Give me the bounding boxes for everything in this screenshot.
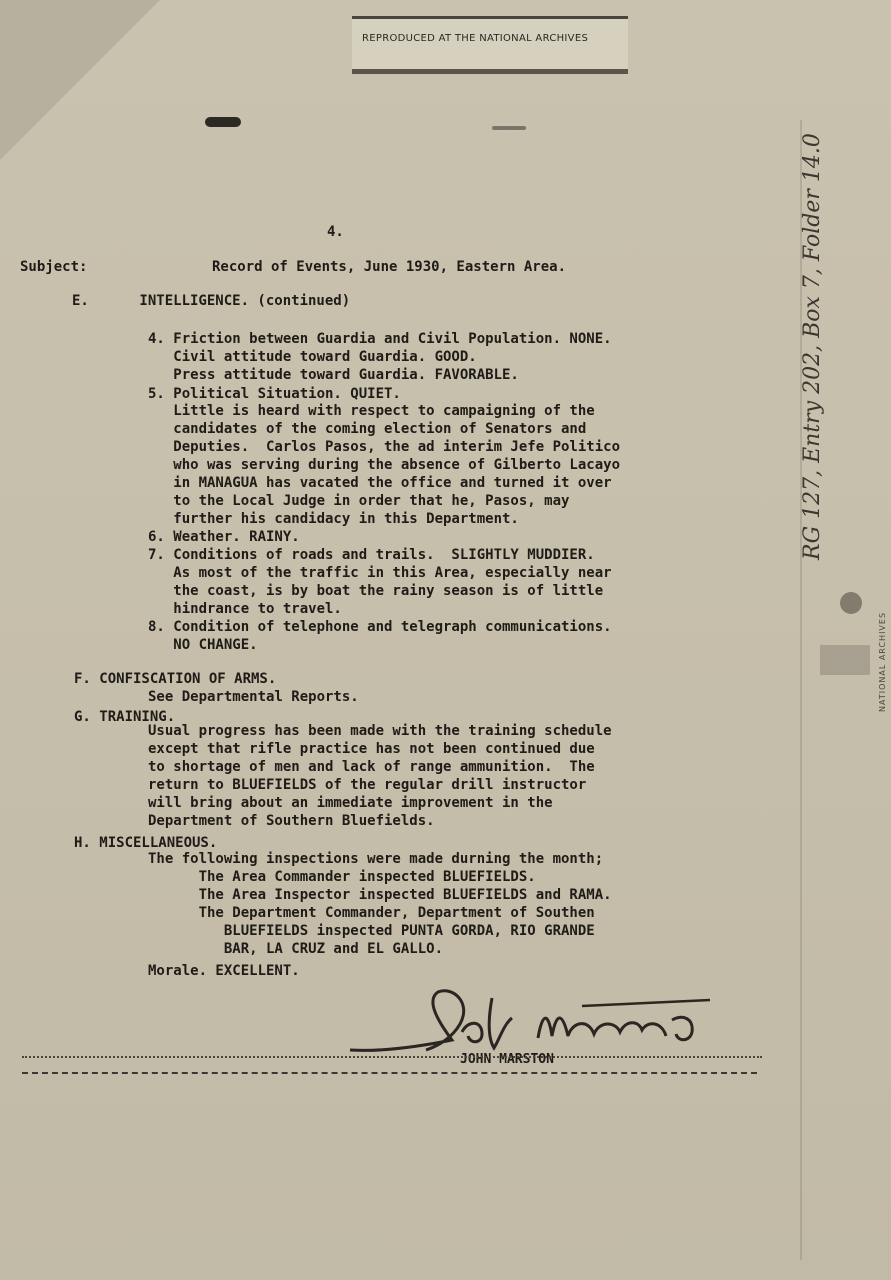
section-f-heading: F. CONFISCATION OF ARMS. bbox=[74, 671, 277, 687]
signatory-name: JOHN MARSTON bbox=[460, 1052, 554, 1067]
section-e-line: 8. Condition of telephone and telegraph communications. bbox=[148, 619, 612, 635]
section-g-line: to shortage of men and lack of range ammunition. The bbox=[148, 759, 595, 775]
section-g-line: will bring about an immediate improvement in the bbox=[148, 795, 553, 811]
section-e-heading: E. INTELLIGENCE. (continued) bbox=[72, 293, 351, 309]
section-g-line: return to BLUEFIELDS of the regular drill instructor bbox=[148, 777, 587, 793]
margin-mark bbox=[820, 645, 870, 675]
section-e-line: 6. Weather. RAINY. bbox=[148, 529, 300, 545]
section-e-line: Little is heard with respect to campaigning of the bbox=[148, 403, 595, 419]
section-h-line: Morale. EXCELLENT. bbox=[148, 963, 300, 979]
section-g-line: except that rifle practice has not been continued due bbox=[148, 741, 595, 757]
section-e-line: As most of the traffic in this Area, especially near bbox=[148, 565, 612, 581]
section-g-line: Usual progress has been made with the training schedule bbox=[148, 723, 612, 739]
section-e-line: the coast, is by boat the rainy season is of little bbox=[148, 583, 604, 599]
ink-smudge bbox=[205, 117, 241, 127]
section-e-line: 4. Friction between Guardia and Civil Population. NONE. bbox=[148, 331, 612, 347]
archive-stamp-text: REPRODUCED AT THE NATIONAL ARCHIVES bbox=[362, 33, 589, 44]
section-h-line: The Area Commander inspected BLUEFIELDS. bbox=[148, 869, 536, 885]
section-e-line: candidates of the coming election of Senators and bbox=[148, 421, 587, 437]
section-e-line: to the Local Judge in order that he, Pasos, may bbox=[148, 493, 570, 509]
section-g-line: Department of Southern Bluefields. bbox=[148, 813, 435, 829]
section-h-line: BAR, LA CRUZ and EL GALLO. bbox=[148, 941, 444, 957]
archive-vertical-label: NATIONAL ARCHIVES bbox=[878, 611, 887, 712]
section-g-heading: G. TRAINING. bbox=[74, 709, 176, 725]
ink-smudge bbox=[492, 126, 526, 130]
binder-hole bbox=[840, 592, 862, 614]
section-e-line: 7. Conditions of roads and trails. SLIGHTLY MUDDIER. bbox=[148, 547, 595, 563]
section-e-line: Press attitude toward Guardia. FAVORABLE. bbox=[148, 367, 519, 383]
section-h-line: The following inspections were made durning the month; bbox=[148, 851, 604, 867]
section-h-line: BLUEFIELDS inspected PUNTA GORDA, RIO GRANDE bbox=[148, 923, 595, 939]
section-e-line: Deputies. Carlos Pasos, the ad interim Jefe Politico bbox=[148, 439, 621, 455]
section-e-line: who was serving during the absence of Gilberto Lacayo bbox=[148, 457, 621, 473]
section-h-line: The Department Commander, Department of Southen bbox=[148, 905, 595, 921]
section-e-line: 5. Political Situation. QUIET. bbox=[148, 386, 401, 402]
section-f-line: See Departmental Reports. bbox=[148, 689, 359, 705]
archival-citation-note: RG 127, Entry 202, Box 7, Folder 14.0 bbox=[800, 133, 825, 560]
page-number: 4. bbox=[327, 224, 344, 240]
subject-value: Record of Events, June 1930, Eastern Area. bbox=[212, 259, 567, 275]
section-h-heading: H. MISCELLANEOUS. bbox=[74, 835, 218, 851]
subject-label: Subject: bbox=[20, 259, 88, 275]
section-e-line: NO CHANGE. bbox=[148, 637, 258, 653]
section-e-line: Civil attitude toward Guardia. GOOD. bbox=[148, 349, 477, 365]
section-h-line: The Area Inspector inspected BLUEFIELDS and RAMA. bbox=[148, 887, 612, 903]
section-e-line: hindrance to travel. bbox=[148, 601, 342, 617]
section-e-line: in MANAGUA has vacated the office and turned it over bbox=[148, 475, 612, 491]
dotted-divider bbox=[22, 1056, 762, 1058]
folded-corner bbox=[0, 0, 160, 160]
dashed-divider bbox=[22, 1072, 757, 1074]
section-e-line: further his candidacy in this Department. bbox=[148, 511, 519, 527]
archive-stamp bbox=[352, 16, 628, 74]
